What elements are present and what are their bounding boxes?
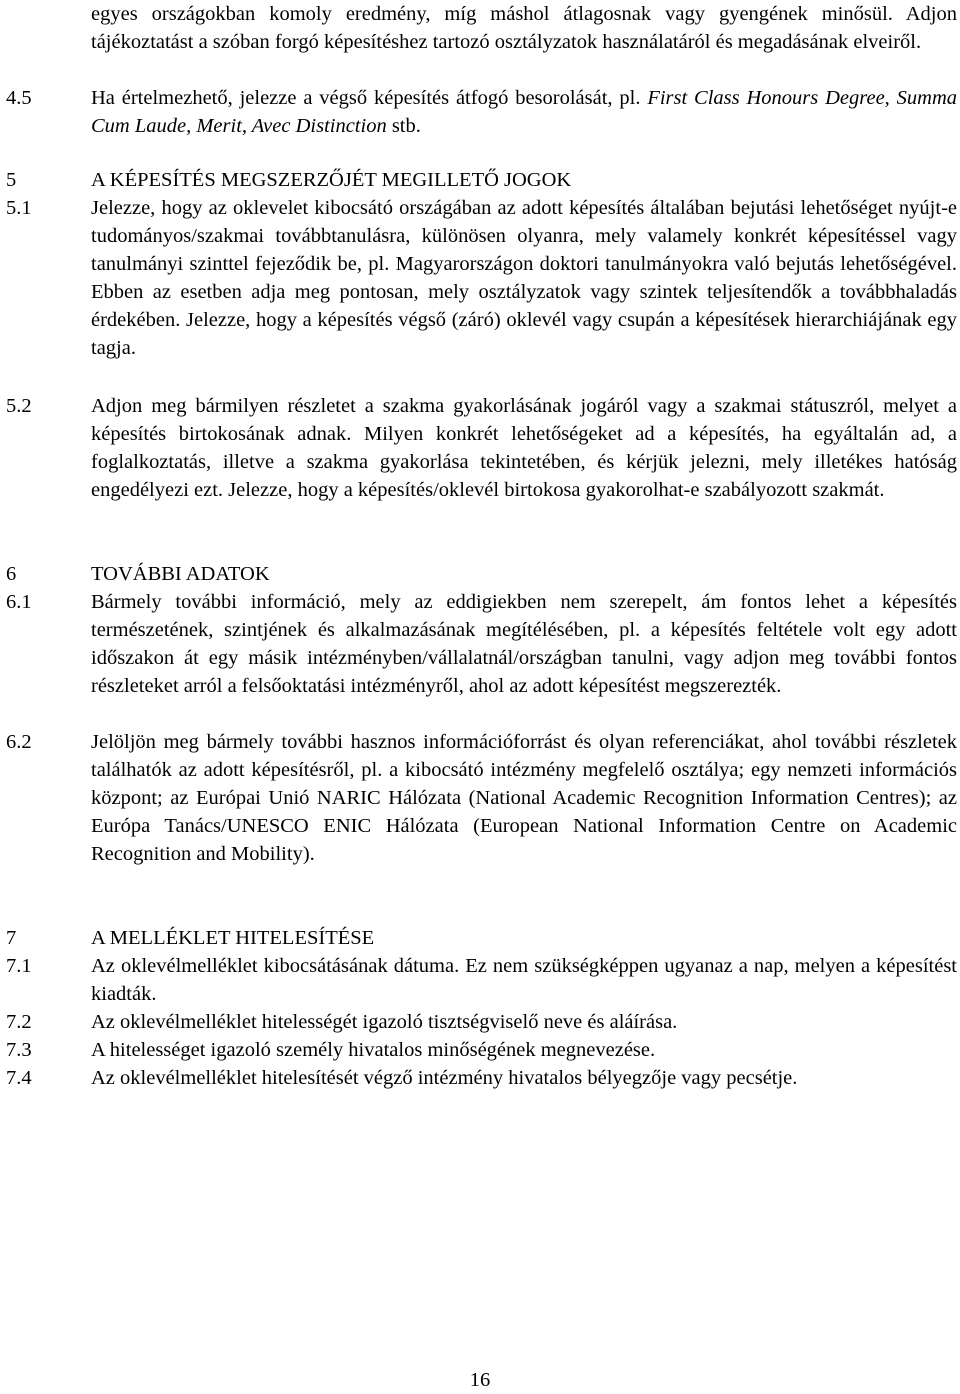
paragraph-text: Jelezze, hogy az oklevelet kibocsátó országában az adott képesítés általában bejutási lehetőséget nyújt-e tudományos/szakmai továbbtanulásra, különösen olyanra, mely valamely konkrét képesítéssel vagy tanulmányi szinttel fejeződik be, pl. Magyarországon doktori tanulmányokra való bejutás lehetőségével. Ebben az esetben adja meg pontosan, mely osztályzatok vagy szintek teljesítendők a továbbhaladás érdekében. Jelezze, hogy a képesítés végső (záró) oklevél vagy csupán a képesítések hierarchiájának egy tagja. <box>91 197 957 359</box>
paragraph-text: Az oklevélmelléklet kibocsátásának dátuma. Ez nem szükségképpen ugyanaz a nap, melyen a képesítést kiadták. <box>91 955 957 1005</box>
paragraph-number: 5.2 <box>6 395 32 417</box>
paragraph-number: 6.2 <box>6 731 32 753</box>
paragraph-text: egyes országokban komoly eredmény, míg máshol átlagosnak vagy gyengének minősül. Adjon tájékoztatást a szóban forgó képesítéshez tartozó osztályzatok használatáról és megadásának elveiről. <box>91 3 957 53</box>
italic-text-run: First Class Honours Degree, Summa Cum Laude, Merit, Avec Distinction <box>91 87 958 137</box>
paragraph-text <box>91 84 957 140</box>
section-title: TOVÁBBI ADATOK <box>91 563 270 585</box>
paragraph-number: 5.1 <box>6 197 32 219</box>
paragraph-number: 7.4 <box>6 1067 32 1089</box>
paragraph-text: Jelöljön meg bármely további hasznos információforrást és olyan referenciákat, ahol további részletek találhatók az adott képesítésről, pl. a kibocsátó intézmény megfelelő osztálya; egy nemzeti információs központ; az Európai Unió NARIC Hálózata (National Academic Recognition Information Centres); az Európa Tanács/UNESCO ENIC Hálózata (European National Information Centre on Academic Recognition and Mobility). <box>91 731 957 865</box>
section-number: 6 <box>6 563 17 585</box>
section-title: A MELLÉKLET HITELESÍTÉSE <box>91 927 375 949</box>
text-run: Ha értelmezhető, jelezze a végső képesítés átfogó besorolását, pl. <box>91 87 648 109</box>
text-run: stb. <box>386 115 421 137</box>
paragraph-text: Az oklevélmelléklet hitelességét igazoló tisztségviselő neve és aláírása. <box>91 1011 678 1033</box>
paragraph-number: 6.1 <box>6 591 32 613</box>
paragraph-text: Az oklevélmelléklet hitelesítését végző intézmény hivatalos bélyegzője vagy pecsétje. <box>91 1067 798 1089</box>
paragraph-number: 4.5 <box>6 87 32 109</box>
section-number: 5 <box>6 169 17 191</box>
paragraph-number: 7.1 <box>6 955 32 977</box>
page-number: 16 <box>469 1369 491 1391</box>
paragraph-text: Adjon meg bármilyen részletet a szakma gyakorlásának jogáról vagy a szakmai státuszról, melyet a képesítés birtokosának adnak. Milyen konkrét lehetőségeket ad a képesítés, ha egyáltalán ad, a foglalkoztatás, illetve a szakma gyakorlása tekintetében, és kérjük jelezni, mely illetékes hatóság engedélyezi ezt. Jelezze, hogy a képesítés/oklevél birtokosa gyakorolhat-e szabályozott szakmát. <box>91 395 957 501</box>
paragraph-number: 7.3 <box>6 1039 32 1061</box>
section-title: A KÉPESÍTÉS MEGSZERZŐJÉT MEGILLETŐ JOGOK <box>91 169 572 191</box>
paragraph-text: A hitelességet igazoló személy hivatalos minőségének megnevezése. <box>91 1039 656 1061</box>
section-number: 7 <box>6 927 17 949</box>
paragraph-number: 7.2 <box>6 1011 32 1033</box>
paragraph-text: Bármely további információ, mely az eddigiekben nem szerepelt, ám fontos lehet a képesítés természetének, szintjének és alkalmazásának megítélésében, pl. a képesítés feltétele volt egy adott időszakon át egy másik intézményben/vállalatnál/országban tanulni, vagy adjon meg további fontos részleteket arról a felsőoktatási intézményről, ahol az adott képesítést megszerezték. <box>91 591 957 697</box>
